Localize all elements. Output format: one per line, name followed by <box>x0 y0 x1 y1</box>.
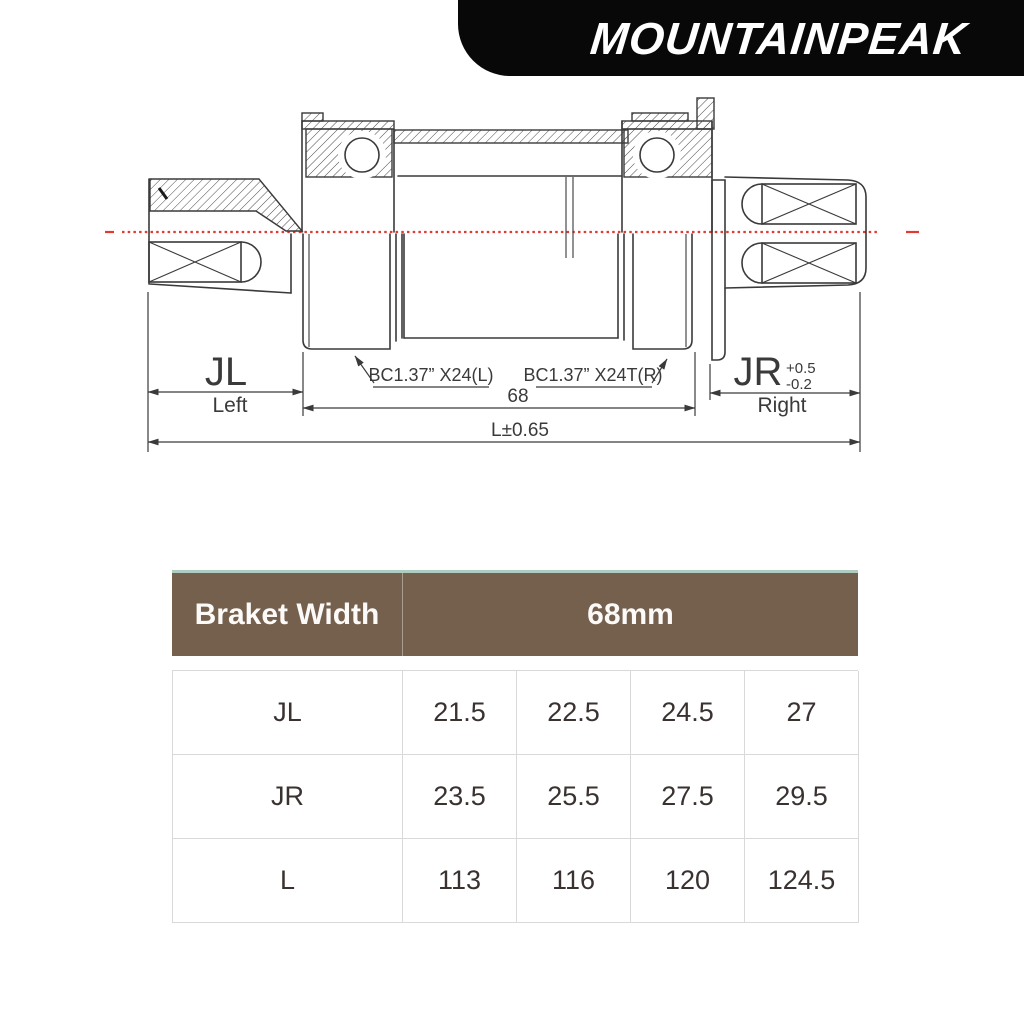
row-label-jl: JL <box>173 671 403 755</box>
jr-dimension-label: JR <box>733 350 783 394</box>
total-length-dimension: L±0.65 <box>491 420 549 441</box>
right-cup <box>624 234 692 349</box>
table-cell: 22.5 <box>517 671 631 755</box>
lockring-disc <box>712 180 725 360</box>
jr-tolerance-plus: +0.5 <box>786 360 816 377</box>
left-bearing <box>302 113 394 232</box>
brand-logo-text: MOUNTAINPEAK <box>588 13 970 64</box>
jr-side-label: Right <box>757 394 807 417</box>
header-cell-bracket-width: Braket Width <box>172 573 403 656</box>
spec-table-body <box>172 670 858 923</box>
thread-spec-left-label: BC1.37” X24(L) <box>368 365 494 385</box>
spec-table <box>172 570 858 923</box>
table-cell: 113 <box>403 839 517 923</box>
table-cell: 120 <box>631 839 745 923</box>
table-cell: 25.5 <box>517 755 631 839</box>
table-cell: 27 <box>745 671 859 755</box>
shell-tube <box>394 130 628 143</box>
shell-width-dimension: 68 <box>507 386 529 407</box>
thread-spec-right-label: BC1.37” X24T(R) <box>523 365 663 385</box>
table-cell: 27.5 <box>631 755 745 839</box>
table-cell: 21.5 <box>403 671 517 755</box>
row-label-jr: JR <box>173 755 403 839</box>
left-cup <box>303 234 402 349</box>
jl-dimension-label: JL <box>204 350 248 394</box>
spindle-body <box>398 176 622 338</box>
table-cell: 116 <box>517 839 631 923</box>
spec-table-header <box>172 570 858 656</box>
table-cell: 124.5 <box>745 839 859 923</box>
header-cell-shell-width: 68mm <box>587 597 674 631</box>
dimension-labels <box>205 350 816 441</box>
table-cell: 24.5 <box>631 671 745 755</box>
right-bearing <box>622 98 714 232</box>
left-spindle-end <box>149 179 302 293</box>
row-label-l: L <box>173 839 403 923</box>
jl-side-label: Left <box>212 394 248 417</box>
table-cell: 29.5 <box>745 755 859 839</box>
jr-tolerance-minus: -0.2 <box>786 376 812 393</box>
table-cell: 23.5 <box>403 755 517 839</box>
